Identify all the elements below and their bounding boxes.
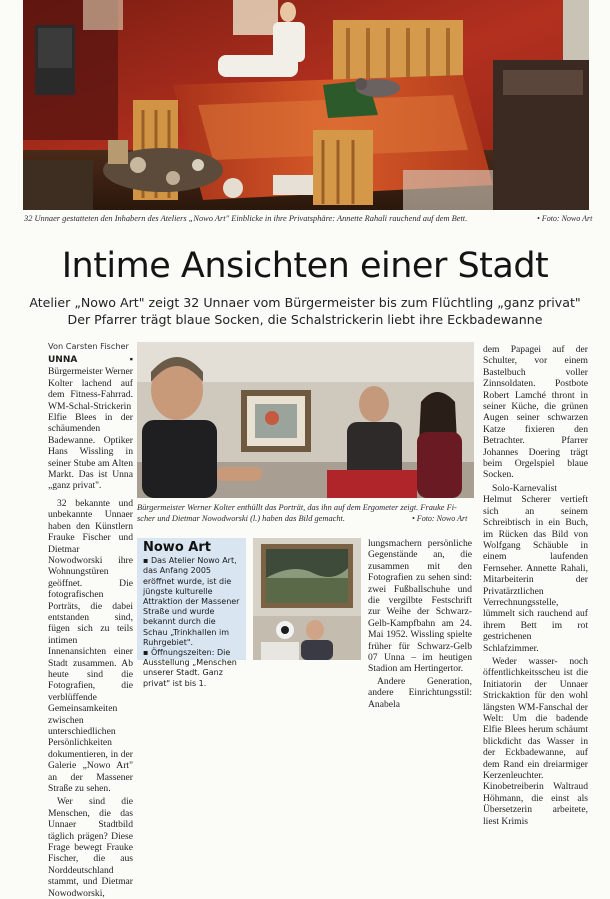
photo-wissling	[253, 538, 361, 660]
photo-bedroom-image	[23, 0, 589, 210]
photo-mayor-caption-1: Bürgermeister Werner Kolter enthüllt das Porträt, das ihn auf dem Ergometer zeigt. Frauke Fi-	[137, 503, 457, 512]
photo-mayor-credit: • Foto: Nowo Art	[412, 514, 468, 523]
byline: Von Carsten Fischer	[48, 341, 129, 351]
dateline: UNNA	[48, 355, 78, 365]
article-column-right	[483, 344, 588, 827]
photo-bedroom	[23, 0, 589, 210]
photo-mayor-caption-2: scher und Dietmar Nowodworski (l.) haben das Bild gemacht.	[137, 514, 345, 523]
photo-bedroom-credit: • Foto: Nowo Art	[537, 214, 593, 223]
headline: Intime Ansichten einer Stadt	[61, 246, 549, 286]
subheadline-2: Der Pfarrer trägt blaue Socken, die Schalstrickerin liebt ihre Eckbadewanne	[67, 312, 543, 327]
paragraph-1-text: ▪ Bürgermeister Werner Kolter lachend auf dem Fitness-Fahrrad. WM-Schal-Strickerin Elfie Blees in der schäumenden Badewanne. Optiker Hans Wissling in seiner Stube am Alten Markt. Das ist Unna „ganz privat".	[48, 354, 133, 492]
article-column-middle	[368, 538, 472, 710]
paragraph-2: 32 bekannte und unbekannte Unnaer haben den Künstlern Frauke Fischer und Dietmar Nowodworski ihre Wohnungstüren geöffnet. Die fotografischen Porträts, die dabei entstanden sind, fügen sich zu teils intimen Innenansichten einer Stadt zusammen. Ab heute sind die Fotografien, die verblüffende Gemeinsamkeiten zwischen unterschiedlichen Persönlichkeiten dokumentieren, in der Galerie „Nowo Art" an der Massener Straße zu sehen.	[48, 497, 133, 795]
article-column-1	[48, 354, 133, 899]
info-box-text: ▪ Das Atelier Nowo Art, das Anfang 2005 eröffnet wurde, ist die jüngste kulturelle Attraktion der Massener Straße und wurde bekannt durch die Schau „Trinkhallen im Ruhrgebiet".	[143, 556, 240, 647]
paragraph-middle-2: Andere Generation, andere Einrichtungsstil: Anabela	[368, 675, 472, 710]
photo-mayor-image	[137, 342, 474, 498]
paragraph-right-1: dem Papagei auf der Schulter, vor einem Bastelbuch voller Zinnsoldaten. Postbote Robert Lamché thront in seiner Küche, die grünen Augen seiner schwarzen Katze fixieren den Betrachter. Pfarrer Johannes Doering trägt beim Orgelspiel blaue Socken.	[483, 344, 588, 481]
photo-wissling-image	[253, 538, 361, 660]
paragraph-1	[48, 354, 133, 492]
photo-bedroom-caption: 32 Unnaer gestatteten den Inhabern des Ateliers „Nowo Art" Einblicke in ihre Privatsphäre: Annette Rahali rauchend auf dem Bett.	[24, 214, 468, 223]
info-box-title: Nowo Art	[143, 540, 211, 555]
info-box-nowo-art	[137, 538, 246, 688]
photo-mayor	[137, 342, 474, 498]
paragraph-3: Wer sind die Menschen, die das Unnaer Stadtbild täglich prägen? Diese Frage bewegt Frauke Fischer, die aus Norddeutschland stammt, und Dietmar Nowodworski,	[48, 796, 133, 899]
paragraph-right-2: Solo-Karnevalist Helmut Scherer vertieft sich an seinem Schreibtisch in ein Buch, im Rücken das Bild von Wolfgang Schäuble in einem laufenden Fernseher. Annette Rahali, Mitarbeiterin der Privatärztlichen Verrechnungsstelle, lümmelt sich rauchend auf ihrem Bett im rot gestrichenen Schlafzimmer.	[483, 482, 588, 654]
info-box-hours: ▪ Öffnungszeiten: Die Ausstellung „Menschen unserer Stadt. Ganz privat" ist bis 1.	[143, 648, 237, 688]
paragraph-right-3: Weder wasser- noch öffentlichkeitsscheu ist die Initiatorin der Unnaer Strickaktion für den wohl längsten WM-Fanschal der Welt: Um die badende Elfie Blees herum schäumt blickdicht das Wasser in der Eckbadewanne, auf dem Rand ein dreiarmiger Kerzenleuchter. Kinobetreiberin Waltraud Höhmann, die einst als Übersetzerin arbeitete, liest Krimis	[483, 655, 588, 827]
paragraph-middle-1: lungsmachern persönliche Gegenstände an, die zusammen mit den Fotografien zu sehen sind: zwei Fußballschuhe und die vergilbte Festschrift zur Weihe der Schwarz-Gelb-Kampfbahn am 24. Mai 1952. Wissling spielte früher für Schwarz-Gelb 07 Unna – im heutigen Stadion am Hertingertor.	[368, 538, 472, 675]
subheadline-1: Atelier „Nowo Art" zeigt 32 Unnaer vom Bürgermeister bis zum Flüchtling „ganz privat"	[29, 295, 581, 310]
